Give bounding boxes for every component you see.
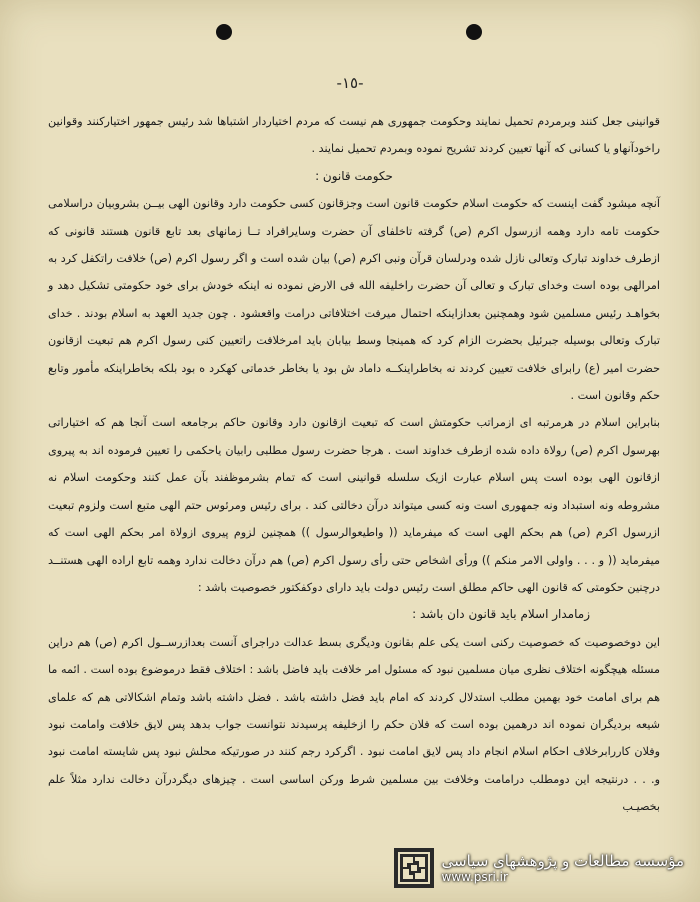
paragraph: آنچه میشود گفت اینست که حکومت اسلام حکومت قانون است وجزقانون کسی حکومت دارد وقانون الهی بیــن بشروبیان دراسلامی حکومت تامه دارد وهمه ازرسول اکرم (ص) گرفته تاخلفای آن حضرت وسایرافراد تــا زمانهای بعد تابع قانون هستند قانونی که ازطرف خداوند تبارک وتعالی نازل شده ودرلسان قرآن ونبی اکرم (ص) بیان شده است و اگر رسول اکرم (ص) خلافت راتکفل کرد به امرالهی بوده است وخدای تبارک و تعالی آن حضرت راخلیفه الله فی الارض نموده نه اینکه خودش برای خود حکومتی تشکیل دهد و بخواهـد رئیس مسلمین شود وهمچنین بعدازاینکه احتمال میرفت اختلافاتی درامت واقعشود . چون جدید العهد به اسلام بودند . خدای تبارک وتعالی بوسیله جبرئیل بحضرت الزام کرد که همینجا وسط بیابان باید امرخلافت راتعیین کنی رسول اکرم هم تبعیت ازقانون حضرت امیر (ع) رابرای خلافت تعیین کردند نه بخاطراینکــه داماد ش بود یا بخاطر خدماتی کهکرد ه بود بلکه بخاطراینکه مأمور وتابع حکم وقانون است .: [48, 197, 660, 403]
paragraph: بنابراین اسلام در هرمرتبه ای ازمراتب حکومتش است که تبعیت ازقانون دارد وقانون حاکم برجامعه است آنجا هم که اختیاراتی بهرسول اکرم (ص) رولاة داده شده ازطرف خداوند است . هرجا حضرت رسول مطلبی رابیان یاحکمی را تعیین فرموده اند به پیروی ازقانون الهی بوده است پس اسلام عبارت ازیک سلسله قوانینی است که تمام بشرموظفند بآن عمل کنند وحکومت اسلام نه مشروطه ونه استبداد ونه جمهوری است ونه کسی میتواند درآن دخالتی کند . برای رئیس ومرئوس حتم الهی متبع است ولزوم تبعیت ازرسول اکرم (ص) هم بحکم الهی است که میفرماید (( واطیعوالرسول )) همچنین لزوم پیروی ازولاة امر بحکم الهی است که میفرماید (( و . . . واولی الامر منکم )) ورأی اشخاص حتی رأی رسول اکرم (ص) هم درآن دخالت ندارد وهمه تابع اراده الهی هستنــد درچنین حکومتی که قانون الهی حاکم مطلق است رئیس دولت باید دارای دوکفکتور خصوصیت باشد :: [48, 416, 660, 594]
punch-hole-right: [466, 24, 482, 40]
document-body: [48, 108, 660, 821]
publisher-watermark: [394, 848, 684, 888]
watermark-url: www.psri.ir: [441, 870, 508, 884]
paragraph: این دوخصوصیت که خصوصیت رکنی است یکی علم بقانون ودیگری بسط عدالت دراجرای آنست بعدازرســول اکرم (ص) هم دراین مسئله هیچگونه اختلاف نظری میان مسلمین نبود که مسئول امر خلافت باید فاضل باشد : اختلاف فقط درموضوع بوده است . ائمه ما هم برای امامت خود بهمین مطلب استدلال کردند که امام باید فضل داشته باشد . فضل داشته باشد وتمام اشکالاتی هم که علمای شیعه بردیگران نموده اند درهمین بوده است که فلان حکم را ازخلیفه پرسیدند نتوانست جواب بدهد پس لایق خلافت وامامت نبود وفلان کاررابرخلاف احکام اسلام انجام داد پس لایق امامت نبود . اگرکرد رجم کنند در صورتیکه محلش نبود پس شایسته امامت نبود و. . . درنتیجه این دومطلب درامامت وخلافت بین مسلمین شرط ورکن اساسی است . چیزهای دیگردرآن دخالت ندارد مثلاً علم بخصیـب: [48, 635, 660, 814]
watermark-name: مؤسسه مطالعات و پژوهشهای سیاسی: [441, 852, 684, 870]
psri-logo-icon: [394, 848, 434, 888]
watermark-text: [442, 852, 684, 884]
punch-hole-left: [216, 24, 232, 40]
section-heading: حکومت قانون :: [315, 168, 393, 183]
paragraph: قوانینی جعل کنند وبرمردم تحمیل نمایند وحکومت جمهوری هم نیست که مردم اختیاردار اشتباها شد رئیس جمهور اختیارکنند وقوانین راخودآنهاو یا کسانی که آنها تعیین کردند تشریح نموده وبمردم تحمیل نمایند .: [48, 115, 660, 156]
page-number: -١٥-: [336, 74, 364, 92]
section-heading: زمامدار اسلام باید قانون دان باشد :: [412, 607, 590, 622]
